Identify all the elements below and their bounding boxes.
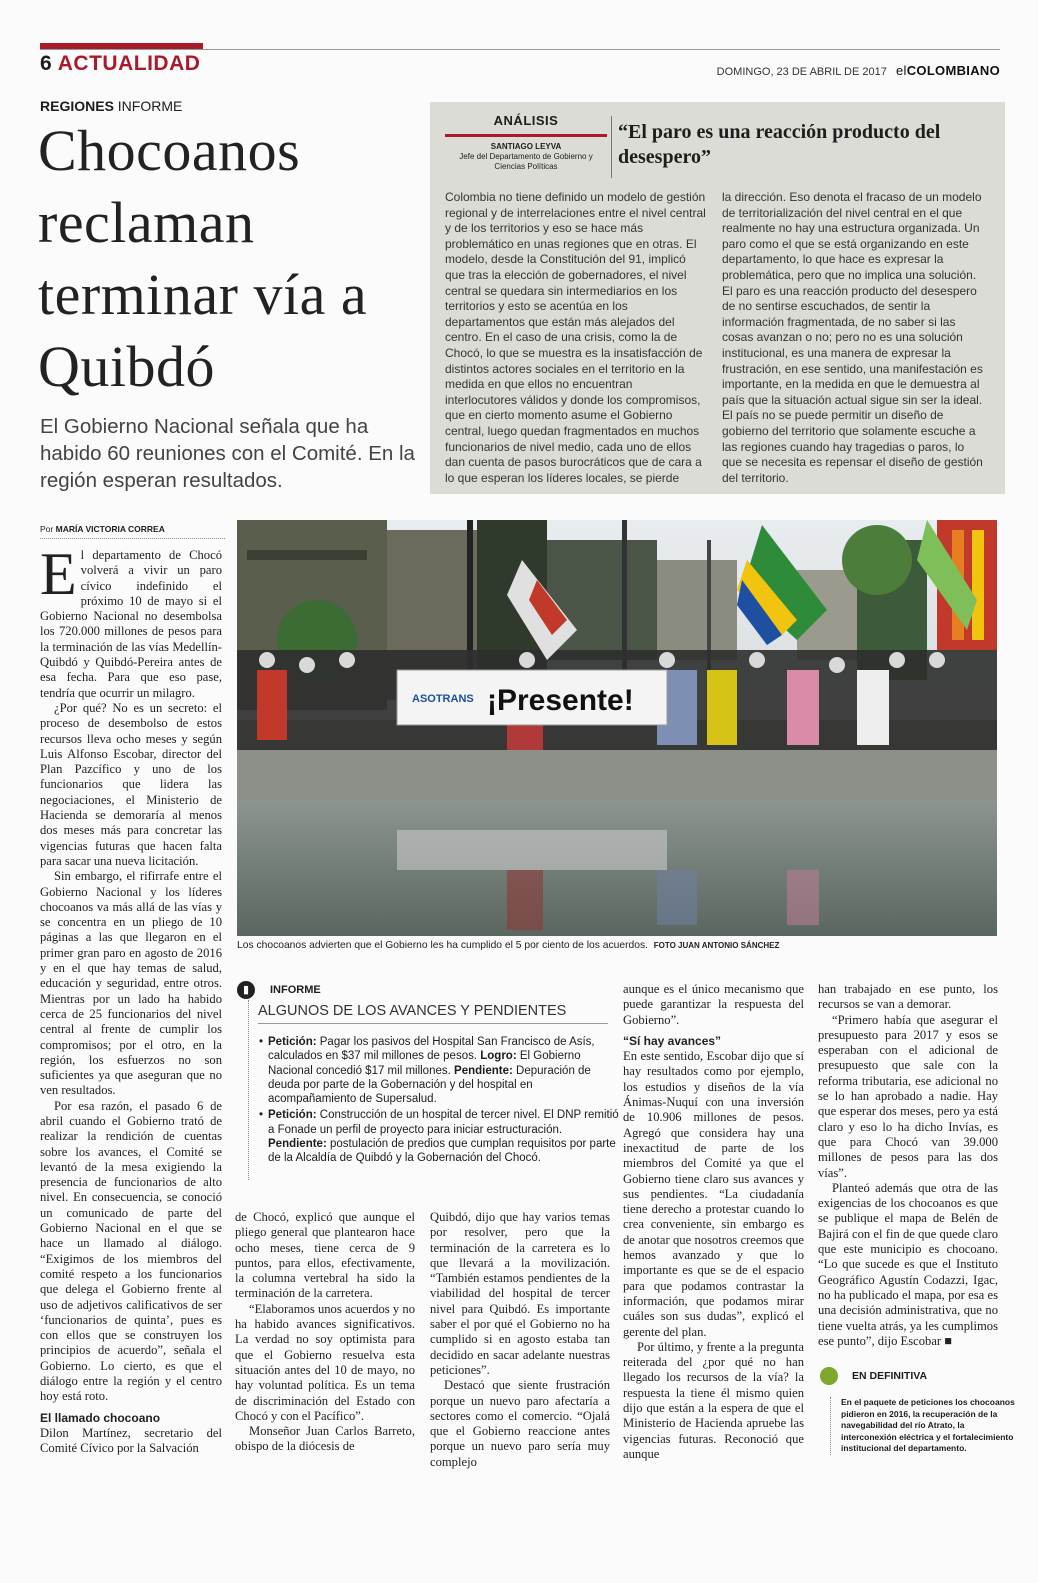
page-header [40,52,200,76]
banner-org-text: ASOTRANS [412,693,474,705]
informe-divider [248,1000,249,1180]
analysis-label: ANÁLISIS [493,113,559,128]
analysis-author-role: Jefe del Departamento de Gobierno y Ciencias Políticas [459,152,593,171]
peticion-text: Pagar los pasivos del Hospital San Francisco de Asís, calculados en $37 mil millones de pesos. [268,1036,595,1063]
top-rule [40,49,1000,50]
end-mark: ■ [944,1333,952,1348]
body-paragraph: “Elaboramos unos acuerdos y no ha habido avances significativos. La verdad no soy optimista para que el Gobierno resuelva esta situación antes del 10 de mayo, no hay voluntad política. Es un tema de discriminación del Estado con Chocó y con el Pacífico”. [235,1301,415,1423]
body-paragraph: Destacó que siente frustración porque un nuevo paro afectaría a sectores como el comercio. “Ojalá que el Gobierno reaccione antes porque un nuevo paro sería muy complejo [430,1378,610,1469]
drop-cap: E [40,541,77,607]
informe-title: ALGUNOS DE LOS AVANCES Y PENDIENTES [258,1003,608,1024]
deck: El Gobierno Nacional señala que ha habido 60 reuniones con el Comité. En la región esperan resultados. [40,415,415,492]
analysis-divider [611,116,612,178]
en-definitiva-text: En el paquete de peticiones los chocoanos pidieron en 2016, la recuperación de la navegabilidad del río Atrato, la interconexión eléctrica y el fortalecimiento institucional del departamento. [830,1397,1019,1455]
body-paragraph: de Chocó, explicó que aunque el pliego general que plantearon hace ocho meses, tiene cerca de 9 puntos, para ellos, efectivamente, la columna vertebral ha sido la terminación de la carretera. [235,1210,415,1301]
paragraph-text: Planteó además que otra de las exigencias de los chocoanos es que se publique el mapa de Belén de Bajirá con el fin de que quede claro que este municipio es chocoano. “Lo que sucede es que el Instituto Geográfico Agustín Codazzi, Igac, no ha publicado el mapa, por esa es una decisión administrativa, que no tiene vuelta atrás, ya les cumplimos ese punto”, dijo Escobar [818,1180,998,1348]
protest-march-photo [237,520,997,936]
kicker-type: INFORME [117,98,183,114]
body-paragraph [818,1181,998,1349]
body-paragraph: Por último, y frente a la pregunta reiterada del ¿por qué no han llegado los recursos de la vía? la respuesta la tiene él mismo quien dijo que están a la espera de que el Ministerio de Hacienda apruebe las vigencias futuras. Reconoció que aunque [623,1339,804,1461]
banner-text: ¡Presente! [487,684,634,717]
body-column-2 [235,1210,415,1455]
news-photo [237,520,997,936]
photo-caption [237,940,997,951]
informe-label: INFORME [270,984,321,996]
paper-name: COLOMBIANO [906,63,1000,78]
byline-rule [40,538,225,539]
page-number: 6 [40,52,53,75]
subhead: “Sí hay avances” [623,1033,722,1048]
body-paragraph: han trabajado en ese punto, los recursos se van a demorar. [818,982,998,1012]
informe-list [258,1035,623,1168]
body-paragraph: Por esa razón, el pasado 6 de abril cuando el Gobierno trató de realizar la rendición de cuentas sobre los avances, el Comité se levantó de la mesa exigiendo la presencia de funcionarios de alto nivel. En consecuencia, se conoció un comunicado de parte del Gobierno Nacional en el que se hace un llamado al diálogo. “Exigimos de los miembros del comité respeto a los funcionarios que delega el Gobierno frente al uso de adjetivos calificativos de ser ‘funcionarios de quinta’, pues es con ellos que se construyen los principios de acuerdo”, señala el Gobierno. Lo cierto, es que el diálogo entre la región y el centro hoy está roto. [40,1098,222,1404]
analysis-title: “El paro es una reacción producto del desespero” [618,121,941,168]
photo-credit: FOTO JUAN ANTONIO SÁNCHEZ [653,941,780,950]
caption-text: Los chocoanos advierten que el Gobierno les ha cumplido el 5 por ciento de los acuerdos. [237,940,648,951]
paper-prefix: el [896,63,907,78]
body-paragraph: Sin embargo, el rifirrafe entre el Gobierno Nacional y los líderes chocoanos va más allá de las vías y se concentra en un pliego de 10 páginas a las que llegaron en el primer gran paro en agosto de 2016 y en el que hay temas de salud, educación y seguridad, entre otros. Mientras por un lado ha habido cerca de 25 funcionarios del nivel central al frente de cumplir los compromisos; por el otro, en la región, los esfuerzos no son suficientes ya que aseguran que no ven resultados. [40,869,222,1098]
pendiente-label: Pendiente: [454,1064,513,1077]
peticion-label: Petición: [268,1036,317,1048]
kicker [40,98,182,114]
en-definitiva-label: EN DEFINITIVA [852,1370,928,1382]
body-column-4 [623,982,804,1462]
body-paragraph: Quibdó, dijo que hay varios temas por resolver, pero que la terminación de la carretera es lo que llevará a la movilización. “También estamos pendientes de la viabilidad del hospital de tercer nivel para Quibdó. Es importante saber el por qué el Gobierno no ha cumplido si en agosto estaba tan decidido en sacar adelante nuestras peticiones”. [430,1210,610,1377]
byline [40,524,165,534]
body-paragraph: Dilon Martínez, secretario del Comité Cívico por la Salvación [40,1425,222,1456]
body-column-5 [818,982,998,1349]
body-paragraph: Monseñor Juan Carlos Barreto, obispo de la diócesis de [235,1424,415,1454]
pendiente-text: postulación de predios que cumplan requisitos por parte de la Alcaldía de Quibdó y la Gobernación del Chocó. [268,1138,616,1165]
peticion-text: Construcción de un hospital de tercer nivel. El DNP remitió a Fonade un perfil de proyecto para iniciar estructuración. [268,1109,619,1136]
peticion-label: Petición: [268,1109,317,1122]
headline: Chocoanos reclaman terminar vía a Quibdó [38,118,368,399]
list-item [268,1035,623,1106]
list-item [268,1108,623,1165]
analysis-column-1: Colombia no tiene definido un modelo de gestión regional y de interrelaciones entre el nivel central y de los territorios y eso se hace más problemático en unas regiones que en otras. El modelo, desde la Constitución del 91, implicó que tras la elección de gobernadores, el nivel central se quedara sin intermediarios en los territorios y esto se acentúa en los departamentos que están más alejados del centro. En el caso de una crisis, como la de Chocó, lo que se muestra es la insatisfacción de distintos actores sociales en el territorio en la medida en que ellos no encuentran interlocutores válidos y donde los compromisos, que en cierto momento asume el Gobierno central, luego quedan fragmentados en muchos funcionarios de nivel medio, cada uno de ellos dan cuenta de pasos burocráticos que de cara a lo que esperan los líderes locales, se pierde [445,190,706,485]
body-column-1 [40,541,222,1457]
paragraph-text: l departamento de Chocó volverá a vivir un paro cívico indefinido el próximo 10 de mayo si el Gobierno Nacional no desembolsa los 720.000 millones de pesos para la terminación de las vías Medellín-Quibdó y Quibdó-Pereira antes de esa fecha. Para que eso pase, tendría que ocurrir un milagro. [40,548,222,700]
puzzle-icon [820,1367,838,1385]
pendiente-label: Pendiente: [268,1138,327,1151]
analysis-author-name: SANTIAGO LEYVA [490,142,562,151]
logro-label: Logro: [480,1050,517,1063]
body-paragraph [40,541,222,701]
analysis-author [445,142,607,172]
analysis-column-2: la dirección. Eso denota el fracaso de un modelo de territorialización del nivel central en el que realmente no hay una estructura organizada. Un paro como el que se está organizando en este departamento, lo que hace es expresar la problemática, pero que no implica una solución. El paro es una reacción producto del desespero de no sentirse escuchados, de sentir la información fragmentada, de no saber si las cosas avanzan o no; pero no es una solución institucional, es una manera de expresar la frustración, en ese sentido, una manifestación es importante, en la medida en que le demuestra al país que la situación actual sigue sin ser la ideal. El país no se puede permitir un diseño de gobierno del territorio que solamente escuche a las regiones cuando hay tragedias o paros, lo que se necesita es repensar el diseño de gestión del territorio. [722,190,983,485]
kicker-section: REGIONES [40,98,114,114]
section-name: ACTUALIDAD [57,52,201,75]
logro-text: El Gobierno Nacional concedió $17 mil millones. [268,1050,581,1077]
analysis-rule [445,134,607,137]
pendiente-text: Depuración de deuda por parte de la Gobernación y del hospital en acompañamiento de Supersalud. [268,1064,591,1106]
body-column-3 [430,1210,610,1470]
byline-prefix: Por [40,524,54,534]
body-paragraph: “Primero había que asegurar el presupuesto para 2017 y esos se esperaban con el adicional de presupuesto que sale con la reforma tributaria, ese adicional no se lo han aprobado a nadie. Hay que esperar dos meses, pero ya está claro y eso lo ha dicho Invías, es que para Chocó van 39.000 millones de pesos para las dos vías”. [818,1012,998,1180]
byline-author: MARÍA VICTORIA CORREA [55,524,165,534]
issue-date: DOMINGO, 23 DE ABRIL DE 2017 [716,66,887,78]
dateline [717,63,1000,78]
body-paragraph: ¿Por qué? No es un secreto: el proceso de desembolso de estos recursos lleva ocho meses y según Luis Alfonso Escobar, director del Plan Pazcífico y uno de los funcionarios que lidera las negociaciones, el Ministerio de Hacienda se demoraría al menos dos meses más para concretar las vigencias futuras que hacen falta para sacar una nueva licitación. [40,700,222,868]
body-paragraph: aunque es el único mecanismo que puede garantizar la respuesta del Gobierno”. [623,982,804,1027]
subhead: El llamado chocoano [40,1410,161,1425]
informe-icon: ▮ [237,981,255,999]
body-paragraph: En este sentido, Escobar dijo que sí hay resultados como por ejemplo, los estudios y diseños de la vía Ánimas-Nuquí con una inversión de 10.906 millones de pesos. Agregó que considera hay una inexactitud de parte de los miembros del Comité ya que el Gobierno tiene claro sus avances y sus pendientes. “La ciudadanía tiene derecho a protestar cuando lo crea conveniente, sin embargo es de anotar que nosotros creemos que hemos avanzado y que lo importante es que se de el espacio para que podamos contrastar la información, que podamos mirar cuáles son sus dudas”, explicó el gerente del plan. [623,1049,804,1339]
